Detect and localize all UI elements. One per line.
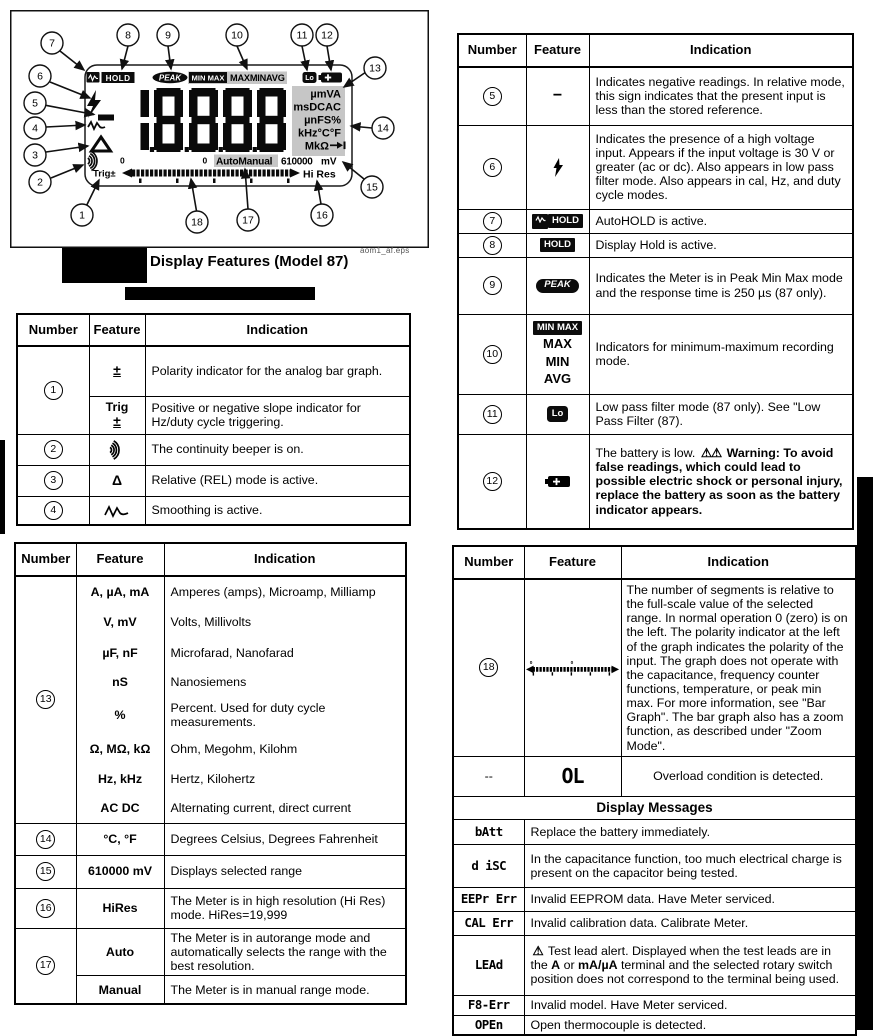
- table-row: [15, 928, 406, 975]
- bar-graph-icon: [524, 579, 621, 756]
- table-row: [458, 394, 853, 434]
- cell-number: 3: [17, 465, 89, 496]
- svg-text:6: 6: [37, 70, 43, 83]
- svg-text:11: 11: [296, 29, 308, 42]
- callout-5: [24, 92, 46, 114]
- cell-indication: Indicates the presence of a high voltage input. Appears if the input voltage is 30 V or greater (ac or dc). Also appears in low pass filter mode. Also appears in cal, Hz, and duty cycle modes.: [589, 125, 853, 209]
- cell-number: 15: [15, 855, 76, 888]
- smoothing-wave-icon: [532, 214, 548, 229]
- trig-symbol: Trig ±: [89, 396, 145, 434]
- hires-label: Hi Res: [303, 168, 336, 181]
- units-panel: [292, 86, 346, 156]
- svg-text:3: 3: [32, 149, 38, 162]
- peak-badge: PEAK: [526, 257, 589, 314]
- cell-indication: Positive or negative slope indicator for Hz/duty cycle triggering.: [145, 396, 410, 434]
- cell-indication: Low pass filter mode (87 only). See "Low Pass Filter (87).: [589, 394, 853, 434]
- callout-6: [29, 65, 51, 87]
- callout-17: [237, 209, 259, 231]
- decimal-point: [185, 147, 189, 152]
- svg-text:18: 18: [191, 216, 203, 229]
- svg-text:2: 2: [37, 176, 43, 189]
- column-header-indication: Indication: [621, 546, 856, 579]
- table-items-13-17: [14, 542, 407, 1005]
- table-row: [458, 434, 853, 529]
- figure-filename: aom1_af.eps: [360, 246, 410, 255]
- svg-text:kHz°C°F: kHz°C°F: [297, 127, 341, 140]
- svg-text:µnFS%: µnFS%: [304, 114, 341, 127]
- cell-indication: Ohm, Megohm, Kilohm: [164, 734, 406, 764]
- message-code: d iSC: [453, 844, 524, 887]
- decimal-point: [150, 147, 154, 152]
- cell-indication: Display Hold is active.: [589, 233, 853, 257]
- message-description: In the capacitance function, too much electrical charge is present on the capacitor being tested.: [524, 844, 856, 887]
- svg-text:PEAK: PEAK: [158, 73, 182, 83]
- cell-number: 14: [15, 823, 76, 855]
- column-header-indication: Indication: [589, 34, 853, 67]
- cell-number: 1: [17, 346, 89, 434]
- message-description: Invalid calibration data. Calibrate Meter.: [524, 911, 856, 935]
- table-row: [15, 855, 406, 888]
- svg-text:10: 10: [231, 29, 243, 42]
- svg-text:HOLD: HOLD: [105, 73, 131, 83]
- table-row: [458, 314, 853, 394]
- svg-text:7: 7: [49, 37, 55, 50]
- message-code: EEPr Err: [453, 887, 524, 911]
- cell-indication: The number of segments is relative to the full-scale value of the selected range. In normal operation 0 (zero) is on the left. The polarity indicator at the left of the graph indicates the polarity of the input. The graph does not operate with the capacitance, frequency counter functions, temperature, or peak min max. For more information, see "Bar Graph". The bar graph also has a zoom function, as described under "Zoom Mode".: [621, 579, 856, 756]
- cell-indication: Indicates the Meter is in Peak Min Max mode and the response time is 250 µs (87 only).: [589, 257, 853, 314]
- table-row: [453, 819, 856, 844]
- table-row: [453, 935, 856, 995]
- cell-number: 18: [453, 579, 524, 756]
- cell-indication: Volts, Millivolts: [164, 607, 406, 638]
- automanual-badge: [214, 155, 278, 168]
- auto-label: Auto: [76, 928, 164, 975]
- message-code: F8-Err: [453, 995, 524, 1015]
- table-row: [453, 579, 856, 756]
- unit-symbol: °C, °F: [76, 823, 164, 855]
- autohold-badge: [87, 72, 100, 83]
- cell-indication: Percent. Used for duty cycle measurements.: [164, 696, 406, 734]
- cell-indication: AutoHOLD is active.: [589, 209, 853, 233]
- callout-18: [186, 211, 208, 233]
- message-description: ⚠ Test lead alert. Displayed when the test leads are in the A or mA/µA terminal and the selected rotary switch position does not correspond to the terminal being used.: [524, 935, 856, 995]
- messages-section-title: Display Messages: [453, 796, 856, 819]
- table-row: [458, 233, 853, 257]
- table-items-1-4: [16, 313, 411, 526]
- column-header-indication: Indication: [145, 314, 410, 346]
- hold-badge: [102, 72, 135, 83]
- callout-15: [361, 176, 383, 198]
- column-header-number: Number: [458, 34, 526, 67]
- table-row: [458, 257, 853, 314]
- table-row: [17, 496, 410, 525]
- svg-text:msDCAC: msDCAC: [293, 101, 341, 114]
- table-row: [453, 756, 856, 796]
- svg-text:µmVA: µmVA: [310, 88, 341, 101]
- decimal-point: [219, 147, 223, 152]
- column-header-number: Number: [17, 314, 89, 346]
- message-description: Open thermocouple is detected.: [524, 1015, 856, 1035]
- svg-text:15: 15: [366, 181, 378, 194]
- callout-8: [117, 24, 139, 46]
- table-row: [453, 796, 856, 819]
- table-item-18-messages: [452, 545, 857, 1036]
- figure-caption: Display Features (Model 87): [150, 253, 349, 270]
- lowpass-badge: [303, 72, 317, 83]
- svg-text:MIN MAX: MIN MAX: [191, 73, 225, 83]
- mv-label: mV: [321, 156, 337, 168]
- table-row: [17, 346, 410, 396]
- cell-indication: Overload condition is detected.: [621, 756, 856, 796]
- cell-indication: The battery is low. ⚠⚠ Warning: To avoid false readings, which could lead to possible electric shock or personal injury, replace the battery as soon as the battery indicator appears.: [589, 434, 853, 529]
- cell-indication: Degrees Celsius, Degrees Fahrenheit: [164, 823, 406, 855]
- autohold-badge: HOLD: [526, 209, 589, 233]
- unit-symbol: µF, nF: [76, 638, 164, 668]
- cell-number: 17: [15, 928, 76, 1004]
- cell-indication: Indicators for minimum-maximum recording mode.: [589, 314, 853, 394]
- battery-icon: [319, 73, 343, 83]
- scan-artifact-right: [857, 477, 873, 1030]
- callout-1: [71, 204, 93, 226]
- display-diagram: [10, 10, 429, 248]
- column-header-feature: Feature: [76, 543, 164, 576]
- seven-segment-display: [141, 88, 287, 152]
- scan-artifact-left: [0, 440, 5, 534]
- cell-indication: Alternating current, direct current: [164, 794, 406, 823]
- callout-4: [24, 117, 46, 139]
- svg-text:AutoManual: AutoManual: [216, 156, 273, 168]
- table-row: [15, 888, 406, 928]
- range-label: 610000: [281, 156, 313, 168]
- table-row: [15, 823, 406, 855]
- range-readout: 610000 mV: [76, 855, 164, 888]
- column-header-number: Number: [453, 546, 524, 579]
- display-diagram-figure: [10, 10, 429, 248]
- minus-symbol: −: [526, 67, 589, 125]
- hires-label: HiRes: [76, 888, 164, 928]
- svg-text:0: 0: [529, 661, 532, 667]
- table-row: [453, 995, 856, 1015]
- column-header-number: Number: [15, 543, 76, 576]
- minmax-badge: MIN MAX: [533, 321, 582, 335]
- lowpass-badge: Lo: [526, 394, 589, 434]
- table-row: [458, 67, 853, 125]
- cell-indication: Polarity indicator for the analog bar graph.: [145, 346, 410, 396]
- table-row: [17, 434, 410, 465]
- table-row: [15, 576, 406, 607]
- unit-symbol: %: [76, 696, 164, 734]
- svg-text:9: 9: [165, 29, 171, 42]
- svg-text:17: 17: [242, 214, 254, 227]
- bar-zero-left: 0: [120, 155, 125, 166]
- svg-text:0: 0: [570, 661, 573, 667]
- callout-11: [291, 24, 313, 46]
- message-description: Replace the battery immediately.: [524, 819, 856, 844]
- cell-indication: Indicates negative readings. In relative mode, this sign indicates that the present input is less than the stored reference.: [589, 67, 853, 125]
- callout-9: [157, 24, 179, 46]
- callout-16: [311, 204, 333, 226]
- svg-text:MkΩ: MkΩ: [304, 140, 329, 153]
- relative-delta-symbol: Δ: [89, 465, 145, 496]
- callout-14: [372, 117, 394, 139]
- cell-number: 2: [17, 434, 89, 465]
- unit-symbol: Hz, kHz: [76, 764, 164, 794]
- manual-label: Manual: [76, 975, 164, 1004]
- svg-text:8: 8: [125, 29, 131, 42]
- table-items-5-12: [457, 33, 854, 530]
- cell-indication: The continuity beeper is on.: [145, 434, 410, 465]
- cell-number: 9: [458, 257, 526, 314]
- callout-12: [316, 24, 338, 46]
- cell-number: 16: [15, 888, 76, 928]
- maxminavg-label: MAXMINAVG: [230, 73, 285, 83]
- warning-icon: ⚠⚠: [700, 445, 722, 460]
- unit-symbol: Ω, MΩ, kΩ: [76, 734, 164, 764]
- minus-icon: [98, 115, 114, 121]
- cell-indication: Nanosiemens: [164, 668, 406, 696]
- table-row: [453, 1015, 856, 1035]
- peak-badge: [153, 72, 188, 83]
- cell-indication: The Meter is in autorange mode and automatically selects the range with the best resolution.: [164, 928, 406, 975]
- table-row: [453, 887, 856, 911]
- cell-number: 12: [458, 434, 526, 529]
- minmax-badges: MIN MAX MAX MIN AVG: [526, 314, 589, 394]
- cell-number: --: [453, 756, 524, 796]
- warning-icon: ⚠: [532, 943, 543, 958]
- unit-symbol: V, mV: [76, 607, 164, 638]
- hold-badge: HOLD: [526, 233, 589, 257]
- message-description: Invalid model. Have Meter serviced.: [524, 995, 856, 1015]
- cell-number: 13: [15, 576, 76, 823]
- trig-label: Trig±: [93, 168, 116, 180]
- column-header-feature: Feature: [524, 546, 621, 579]
- battery-icon: [526, 434, 589, 529]
- svg-text:Lo: Lo: [305, 75, 314, 83]
- unit-symbol: nS: [76, 668, 164, 696]
- column-header-indication: Indication: [164, 543, 406, 576]
- svg-text:4: 4: [32, 122, 38, 135]
- cell-indication: The Meter is in high resolution (Hi Res) mode. HiRes=19,999: [164, 888, 406, 928]
- callout-7: [41, 32, 63, 54]
- message-code: LEAd: [453, 935, 524, 995]
- decimal-point: [253, 147, 257, 152]
- cell-number: 8: [458, 233, 526, 257]
- bar-zero-mid: 0: [202, 155, 208, 166]
- column-header-feature: Feature: [526, 34, 589, 67]
- unit-symbol: AC DC: [76, 794, 164, 823]
- table-row: [17, 465, 410, 496]
- cell-indication: The Meter is in manual range mode.: [164, 975, 406, 1004]
- table-row: [458, 125, 853, 209]
- cell-number: 10: [458, 314, 526, 394]
- callout-2: [29, 171, 51, 193]
- cell-indication: Hertz, Kilohertz: [164, 764, 406, 794]
- callout-13: [364, 57, 386, 79]
- callout-3: [24, 144, 46, 166]
- polarity-symbol: ±: [89, 346, 145, 396]
- high-voltage-icon: [526, 125, 589, 209]
- cell-indication: Amperes (amps), Microamp, Milliamp: [164, 576, 406, 607]
- message-description: Invalid EEPROM data. Have Meter serviced.: [524, 887, 856, 911]
- smoothing-icon: [89, 496, 145, 525]
- svg-text:1: 1: [79, 209, 85, 222]
- redacted-bar: [125, 287, 315, 300]
- beeper-icon: [89, 434, 145, 465]
- table-row: [458, 209, 853, 233]
- cell-indication: Displays selected range: [164, 855, 406, 888]
- unit-symbol: A, µA, mA: [76, 576, 164, 607]
- message-code: bAtt: [453, 819, 524, 844]
- cell-number: 11: [458, 394, 526, 434]
- cell-number: 5: [458, 67, 526, 125]
- svg-text:12: 12: [321, 29, 333, 42]
- minmax-badge: [189, 72, 227, 83]
- cell-number: 6: [458, 125, 526, 209]
- cell-indication: Relative (REL) mode is active.: [145, 465, 410, 496]
- message-code: CAL Err: [453, 911, 524, 935]
- message-code: OPEn: [453, 1015, 524, 1035]
- callout-10: [226, 24, 248, 46]
- table-row: [453, 911, 856, 935]
- cell-indication: Smoothing is active.: [145, 496, 410, 525]
- overload-glyph: OL: [524, 756, 621, 796]
- cell-number: 4: [17, 496, 89, 525]
- svg-text:13: 13: [369, 62, 381, 75]
- table-row: [453, 844, 856, 887]
- cell-number: 7: [458, 209, 526, 233]
- svg-text:14: 14: [377, 122, 389, 135]
- svg-text:5: 5: [32, 97, 38, 110]
- column-header-feature: Feature: [89, 314, 145, 346]
- redacted-box: [62, 248, 147, 283]
- svg-text:16: 16: [316, 209, 328, 222]
- cell-indication: Microfarad, Nanofarad: [164, 638, 406, 668]
